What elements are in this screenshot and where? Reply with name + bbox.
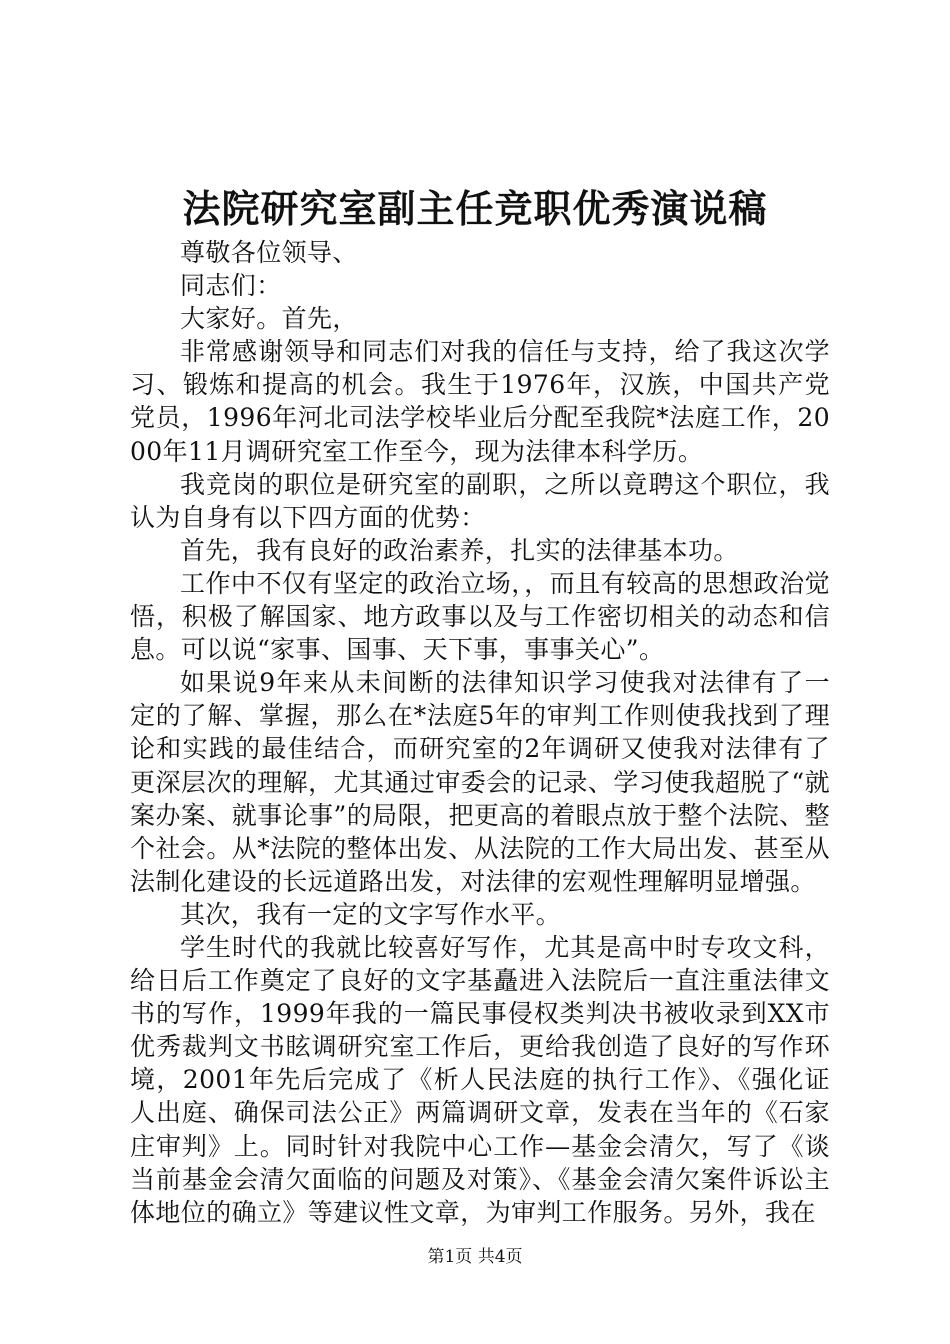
paragraph-advantage-two: 其次，我有一定的文字写作水平。 <box>180 899 562 929</box>
paragraph-political: 工作中不仅有坚定的政治立场，，而且有较高的思想政治觉悟，积极了解国家、地方政事以及与工作密切相关的动态和信息。可以说“家事、国事、天下事，事事关心”。 <box>130 568 830 665</box>
paragraph-writing: 学生时代的我就比较喜好写作，尤其是高中时专攻文科，给日后工作奠定了良好的文字基矗进入法院后一直注重法律文书的写作，1999年我的一篇民事侵权类判决书被收录到XX市优秀裁判文书眩调研究室工作后，更给我创造了良好的写作环境，2001年先后完成了《析人民法庭的执行工作》、《强化证人出庭、确保司法公正》两篇调研文章，发表在当年的《石家庄审判》上。同时针对我院中心工作—基金会清欠，写了《谈当前基金会清欠面临的问题及对策》、《基金会清欠案件诉讼主体地位的确立》等建议性文章，为审判工作服务。另外，我在 <box>130 932 830 1227</box>
paragraph-legal-study: 如果说9年来从未间断的法律知识学习使我对法律有了一定的了解、掌握，那么在*法庭5年的审判工作则使我找到了理论和实践的最佳结合，而研究室的2年调研又使我对法律有了更深层次的理解，尤其通过审委会的记录、学习使我超脱了“就案办案、就事论事”的局限，把更高的着眼点放于整个法院、整个社会。从*法院的整体出发、从法院的工作大局出发、甚至从法制化建设的长远道路出发，对法律的宏观性理解明显增强。 <box>130 668 830 896</box>
page-footer: 第1页 共4页 <box>427 1247 523 1267</box>
paragraph-advantage-one: 首先，我有良好的政治素养，扎实的法律基本功。 <box>180 535 739 565</box>
document-title: 法院研究室副主任竞职优秀演说稿 <box>182 186 768 231</box>
document-body <box>130 236 830 1229</box>
paragraph-position: 我竞岗的职位是研究室的副职，之所以竟聘这个职位，我认为自身有以下四方面的优势： <box>130 469 830 532</box>
paragraph-hello: 大家好。首先， <box>180 304 358 334</box>
paragraph-greeting: 尊敬各位领导、 <box>180 238 358 267</box>
paragraph-comrades: 同志们： <box>180 271 282 301</box>
paragraph-introduction: 非常感谢领导和同志们对我的信任与支持，给了我这次学习、锻炼和提高的机会。我生于1976年，汉族，中国共产党党员，1996年河北司法学校毕业后分配至我院*法庭工作，2000年11月调研究室工作至今，现为法律本科学历。 <box>130 337 830 466</box>
